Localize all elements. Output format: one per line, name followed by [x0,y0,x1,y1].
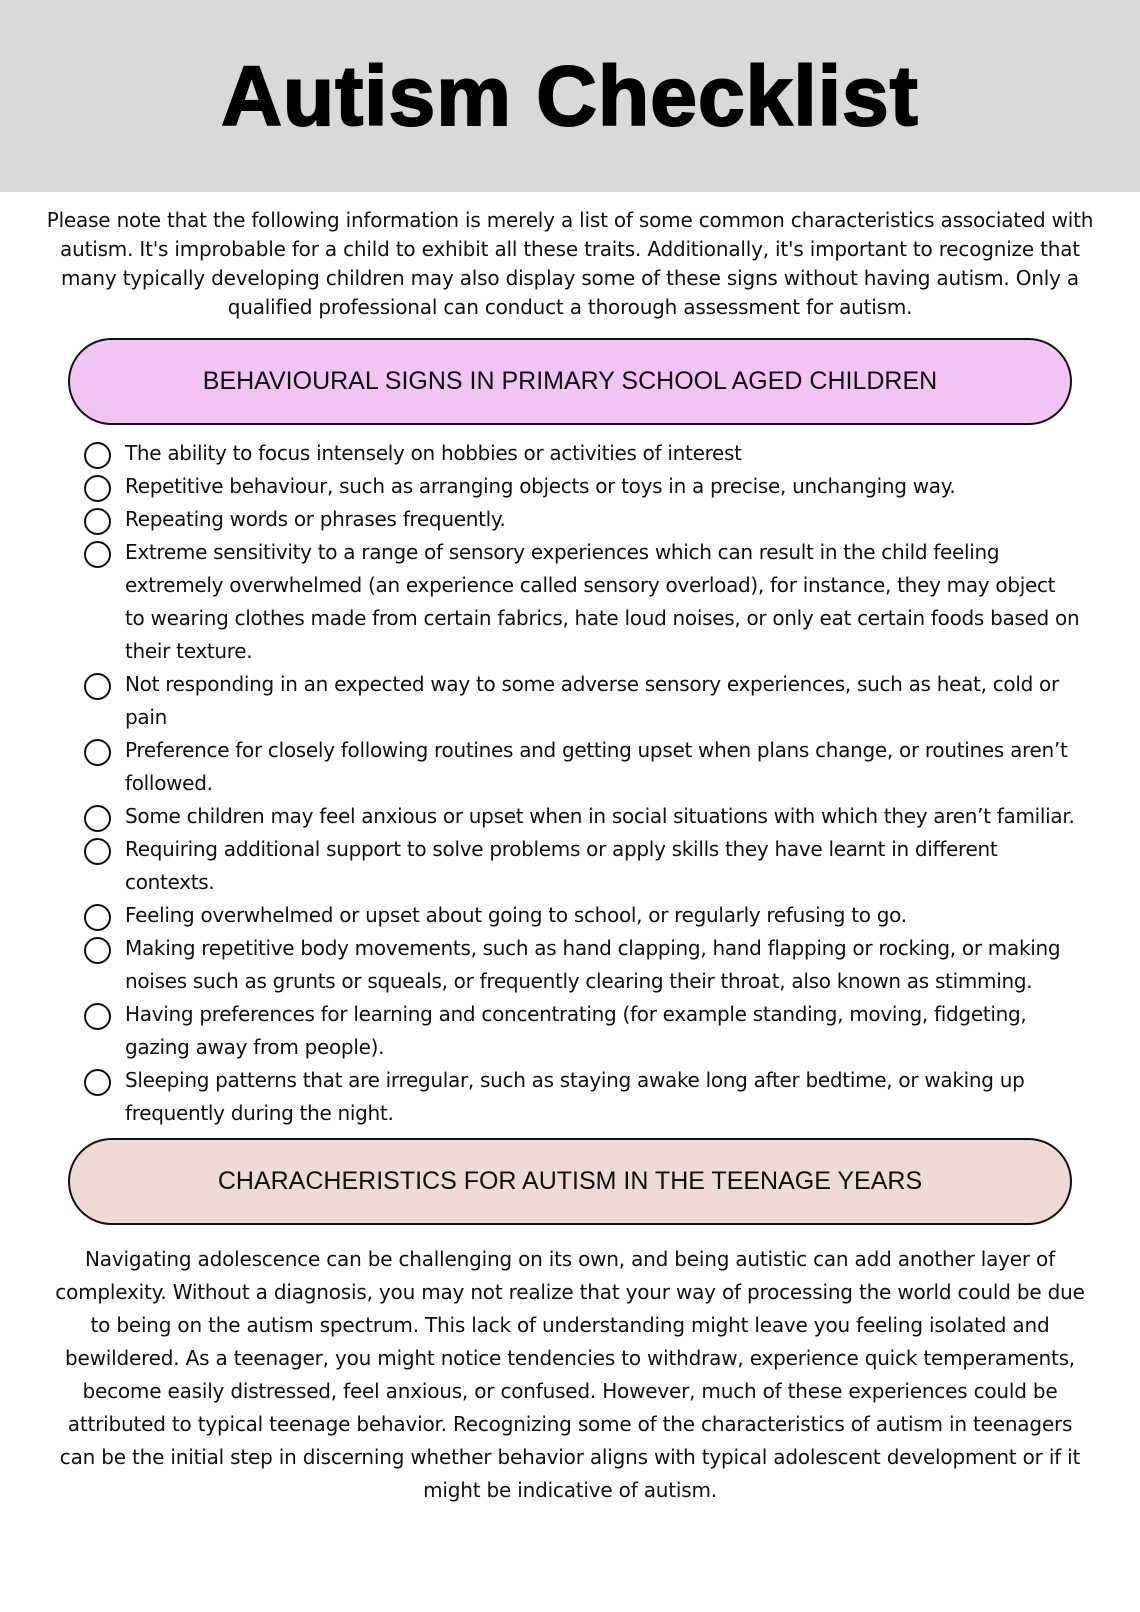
checklist-item [84,1064,1080,1130]
title-banner [0,0,1140,192]
checkbox-circle-icon[interactable] [84,541,111,568]
page-title: Autism Checklist [221,48,919,143]
section-heading-teenage: CHARACHERISTICS FOR AUTISM IN THE TEENAGE YEARS [68,1138,1072,1225]
checkbox-circle-icon[interactable] [84,1069,111,1096]
checklist-item-text: The ability to focus intensely on hobbies or activities of interest [125,441,742,465]
teenage-paragraph: Navigating adolescence can be challenging on its own, and being autistic can add another layer of complexity. Without a diagnosis, you may not realize that your way of processing the world could be due to being on the autism spectrum. This lack of understanding might leave you feeling isolated and bewildered. As a teenager, you might notice tendencies to withdraw, experience quick temperaments, become easily distressed, feel anxious, or confused. However, much of these experiences could be attributed to typical teenage behavior. Recognizing some of the characteristics of autism in teenagers can be the initial step in discerning whether behavior aligns with typical adolescent development or if it might be indicative of autism. [55,1247,1085,1502]
checklist [0,425,1140,1130]
checklist-item-text: Preference for closely following routines and getting upset when plans change, or routines aren’t followed. [125,738,1068,795]
checklist-item-text: Repeating words or phrases frequently. [125,507,506,531]
checkbox-circle-icon[interactable] [84,508,111,535]
checklist-item [84,734,1080,800]
checkbox-circle-icon[interactable] [84,475,111,502]
checklist-item [84,899,1080,932]
checklist-item [84,998,1080,1064]
checkbox-circle-icon[interactable] [84,1003,111,1030]
checkbox-circle-icon[interactable] [84,904,111,931]
checklist-item-text: Not responding in an expected way to some adverse sensory experiences, such as heat, cold or pain [125,672,1059,729]
checklist-item-text: Extreme sensitivity to a range of sensory experiences which can result in the child feeling extremely overwhelmed (an experience called sensory overload), for instance, they may object to wearing clothes made from certain fabrics, hate loud noises, or only eat certain foods based on their texture. [125,540,1080,663]
checkbox-circle-icon[interactable] [84,937,111,964]
checklist-item-text: Having preferences for learning and concentrating (for example standing, moving, fidgeting, gazing away from people). [125,1002,1027,1059]
checklist-item-text: Some children may feel anxious or upset when in social situations with which they aren’t familiar. [125,804,1075,828]
checklist-item [84,932,1080,998]
intro-text: Please note that the following information is merely a list of some common characteristics associated with autism. It's improbable for a child to exhibit all these traits. Additionally, it's important to recognize that many typically developing children may also display some of these signs without having autism. Only a qualified professional can conduct a thorough assessment for autism. [46,208,1094,319]
checkbox-circle-icon[interactable] [84,673,111,700]
checkbox-circle-icon[interactable] [84,739,111,766]
checklist-item-text: Feeling overwhelmed or upset about going to school, or regularly refusing to go. [125,903,907,927]
checklist-item [84,800,1080,833]
checklist-item [84,437,1080,470]
section-heading-primary: BEHAVIOURAL SIGNS IN PRIMARY SCHOOL AGED CHILDREN [68,338,1072,425]
checklist-item [84,668,1080,734]
checklist-item [84,536,1080,668]
checklist-item [84,503,1080,536]
checkbox-circle-icon[interactable] [84,442,111,469]
checklist-item [84,470,1080,503]
checklist-item [84,833,1080,899]
checklist-item-text: Requiring additional support to solve problems or apply skills they have learnt in different contexts. [125,837,998,894]
checkbox-circle-icon[interactable] [84,838,111,865]
checklist-item-text: Making repetitive body movements, such as hand clapping, hand flapping or rocking, or making noises such as grunts or squeals, or frequently clearing their throat, also known as stimming. [125,936,1061,993]
checkbox-circle-icon[interactable] [84,805,111,832]
checklist-item-text: Sleeping patterns that are irregular, such as staying awake long after bedtime, or waking up frequently during the night. [125,1068,1025,1125]
checklist-item-text: Repetitive behaviour, such as arranging objects or toys in a precise, unchanging way. [125,474,956,498]
